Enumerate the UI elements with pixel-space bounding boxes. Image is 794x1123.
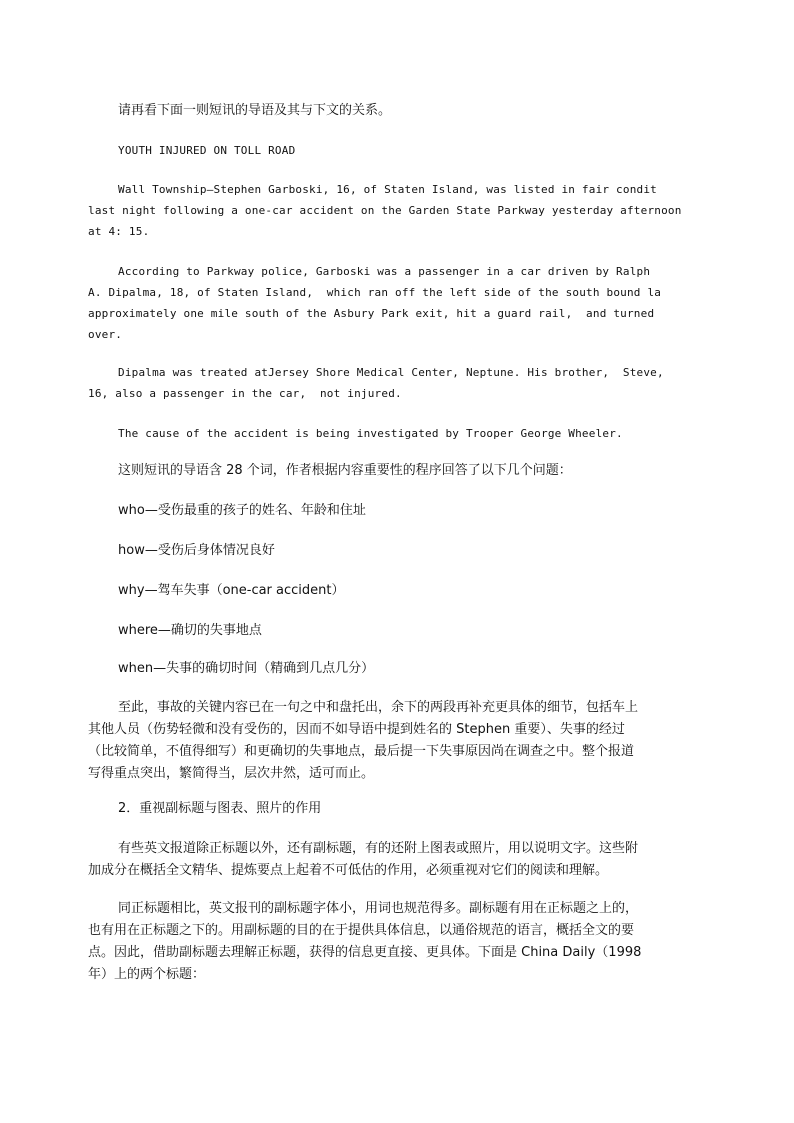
list-item bbox=[88, 580, 700, 602]
text-line: 至此，事故的关键内容已在一句之中和盘托出，余下的两段再补充更具体的细节，包括车上 bbox=[118, 700, 639, 715]
article-body-paragraph bbox=[88, 362, 700, 404]
article-body-paragraph bbox=[88, 261, 700, 345]
text-line: 16, also a passenger in the car, not injured. bbox=[88, 387, 402, 400]
text-line: （比较简单，不值得细写）和更确切的失事地点，最后提一下失事原因尚在调查之中。整个报道 bbox=[88, 744, 635, 759]
text-line: 这则短讯的导语含 28 个词，作者根据内容重要性的程序回答了以下几个问题： bbox=[118, 463, 572, 478]
text-line: According to Parkway police, Garboski was a passenger in a car driven by Ralph bbox=[118, 265, 651, 278]
text-line: 请再看下面一则短讯的导语及其与下文的关系。 bbox=[118, 103, 392, 118]
text-line: Dipalma was treated atJersey Shore Medical Center, Neptune. His brother, Steve, bbox=[118, 366, 664, 379]
list-item bbox=[88, 620, 700, 642]
text-line: approximately one mile south of the Asbury Park exit, hit a guard rail, and turned bbox=[88, 307, 655, 320]
text-line: how—受伤后身体情况良好 bbox=[118, 543, 275, 558]
text-line: 2．重视副标题与图表、照片的作用 bbox=[118, 801, 322, 816]
text-line: why—驾车失事（one-car accident） bbox=[118, 583, 345, 598]
article-headline bbox=[88, 140, 700, 161]
text-line: 同正标题相比，英文报刊的副标题字体小，用词也规范得多。副标题有用在正标题之上的， bbox=[118, 901, 639, 916]
text-line: at 4: 15. bbox=[88, 225, 150, 238]
text-line: where—确切的失事地点 bbox=[118, 623, 262, 638]
text-line: YOUTH INJURED ON TOLL ROAD bbox=[118, 144, 296, 157]
list-item bbox=[88, 500, 700, 522]
list-item bbox=[88, 540, 700, 562]
analysis-paragraph bbox=[88, 460, 700, 482]
text-line: A. Dipalma, 18, of Staten Island, which ran off the left side of the south bound la bbox=[88, 286, 662, 299]
text-line: over. bbox=[88, 328, 123, 341]
section-heading bbox=[88, 798, 700, 820]
text-line: Wall Township—Stephen Garboski, 16, of Staten Island, was listed in fair condit bbox=[118, 183, 657, 196]
intro-paragraph bbox=[88, 100, 700, 122]
text-line: last night following a one-car accident on the Garden State Parkway yesterday afternoon bbox=[88, 204, 682, 217]
text-line: when—失事的确切时间（精确到几点几分） bbox=[118, 661, 375, 676]
text-line: 点。因此，借助副标题去理解正标题，获得的信息更直接、更具体。下面是 China Daily（1998 bbox=[88, 945, 642, 960]
analysis-paragraph bbox=[88, 697, 700, 785]
text-line: 年）上的两个标题： bbox=[88, 967, 206, 982]
text-line: who—受伤最重的孩子的姓名、年龄和住址 bbox=[118, 503, 366, 518]
article-body-paragraph bbox=[88, 423, 700, 444]
text-line: The cause of the accident is being investigated by Trooper George Wheeler. bbox=[118, 427, 623, 440]
text-line: 有些英文报道除正标题以外，还有副标题，有的还附上图表或照片，用以说明文字。这些附 bbox=[118, 841, 639, 856]
text-line: 也有用在正标题之下的。用副标题的目的在于提供具体信息，以通俗规范的语言，概括全文的要 bbox=[88, 923, 635, 938]
text-line: 写得重点突出，繁简得当，层次井然，适可而止。 bbox=[88, 766, 375, 781]
article-lead-paragraph bbox=[88, 179, 700, 242]
body-paragraph bbox=[88, 838, 700, 882]
body-paragraph bbox=[88, 898, 700, 986]
text-line: 其他人员（伤势轻微和没有受伤的，因而不如导语中提到姓名的 Stephen 重要）、失事的经过 bbox=[88, 722, 625, 737]
text-line: 加成分在概括全文精华、提炼要点上起着不可低估的作用，必须重视对它们的阅读和理解。 bbox=[88, 863, 609, 878]
list-item bbox=[88, 658, 700, 680]
